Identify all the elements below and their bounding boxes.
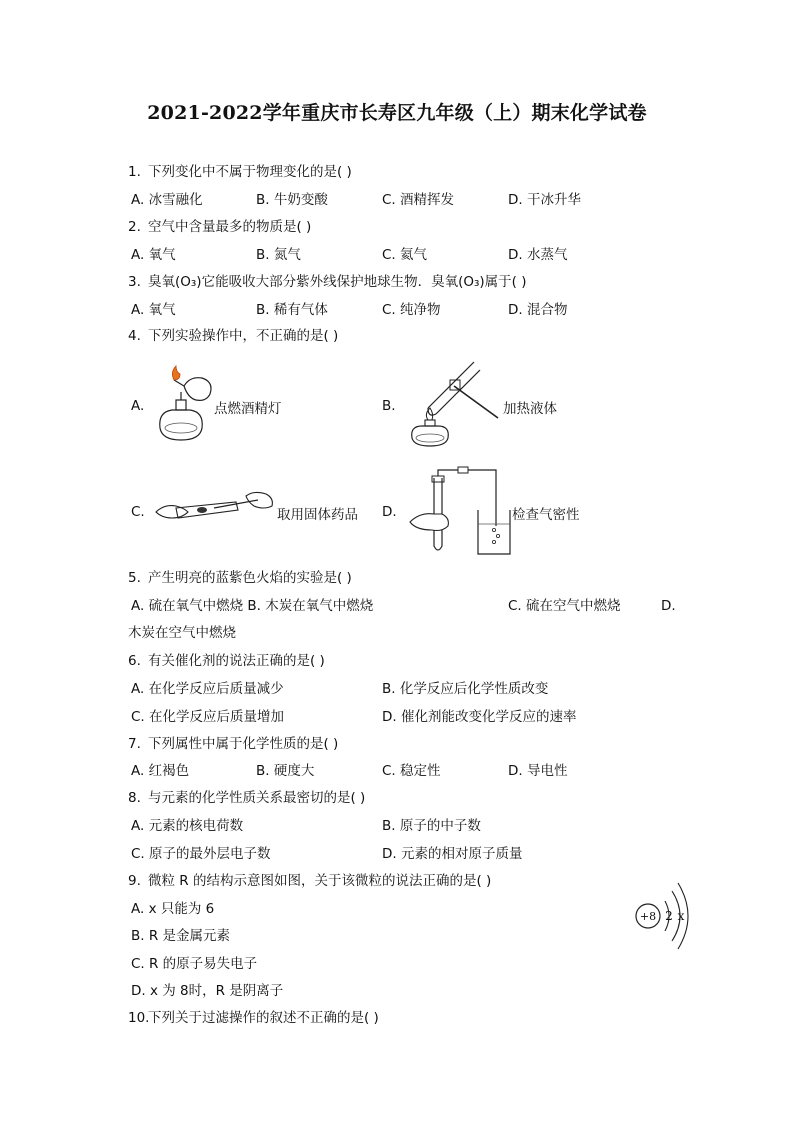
option-c[interactable]: C. 氦气 xyxy=(382,247,428,263)
question-number: 7. xyxy=(128,736,141,752)
option-d[interactable]: D. x 为 8时，R 是阴离子 xyxy=(131,983,284,999)
option-c[interactable]: C. 在化学反应后质量增加 xyxy=(131,709,285,725)
question-text: 空气中含量最多的物质是( ) xyxy=(148,219,312,235)
option-a[interactable]: A. 冰雪融化 xyxy=(131,192,203,208)
question-text: 微粒 R 的结构示意图如图，关于该微粒的说法正确的是( ) xyxy=(148,873,492,889)
question-text: 有关催化剂的说法正确的是( ) xyxy=(148,653,325,669)
option-d-letter[interactable]: D. xyxy=(382,504,397,520)
nucleus-charge: +8 xyxy=(639,910,657,923)
question-text: 下列关于过滤操作的叙述不正确的是( ) xyxy=(148,1010,379,1026)
option-a[interactable]: A. 红褐色 xyxy=(131,763,190,779)
question-number: 5. xyxy=(128,570,141,586)
question-number: 3. xyxy=(128,274,141,290)
question-text: 臭氧(O₃)它能吸收大部分紫外线保护地球生物．臭氧(O₃)属于( ) xyxy=(148,274,527,290)
option-d-text[interactable]: 木炭在空气中燃烧 xyxy=(128,625,236,641)
page-title: 2021-2022学年重庆市长寿区九年级（上）期末化学试卷 xyxy=(147,102,647,124)
question-number: 1. xyxy=(128,164,141,180)
question-5 xyxy=(128,569,352,587)
shell-2-electrons: x xyxy=(677,909,685,923)
option-a[interactable]: A. 元素的核电荷数 xyxy=(131,818,244,834)
question-1 xyxy=(128,163,352,181)
question-10 xyxy=(128,1009,379,1027)
alcohol-lamp-lighting-icon xyxy=(150,366,220,446)
option-d-caption: 检查气密性 xyxy=(512,507,580,523)
option-a[interactable]: A. 在化学反应后质量减少 xyxy=(131,681,284,697)
option-a-letter[interactable]: A. xyxy=(131,398,145,414)
option-d[interactable]: D. 催化剂能改变化学反应的速率 xyxy=(382,709,577,725)
taking-solid-reagent-icon xyxy=(154,486,276,526)
question-number: 6. xyxy=(128,653,141,669)
option-d-letter[interactable]: D. xyxy=(661,598,676,614)
option-c-caption: 取用固体药品 xyxy=(277,507,358,523)
option-c-letter[interactable]: C. xyxy=(131,504,145,520)
option-c[interactable]: C. 酒精挥发 xyxy=(382,192,455,208)
option-a-b[interactable]: A. 硫在氧气中燃烧 B. 木炭在氧气中燃烧 xyxy=(131,598,374,614)
question-4 xyxy=(128,327,338,345)
atomic-structure-diagram xyxy=(632,880,692,950)
option-b[interactable]: B. 牛奶变酸 xyxy=(256,192,328,208)
option-d[interactable]: D. 水蒸气 xyxy=(508,247,568,263)
option-b-caption: 加热液体 xyxy=(503,401,557,417)
question-text: 下列属性中属于化学性质的是( ) xyxy=(148,736,339,752)
option-d[interactable]: D. 混合物 xyxy=(508,302,568,318)
option-a[interactable]: A. 氧气 xyxy=(131,302,176,318)
airtightness-check-icon xyxy=(402,466,514,558)
option-c[interactable]: C. 原子的最外层电子数 xyxy=(131,846,271,862)
question-text: 下列变化中不属于物理变化的是( ) xyxy=(148,164,352,180)
option-d[interactable]: D. 干冰升华 xyxy=(508,192,581,208)
question-number: 8. xyxy=(128,790,141,806)
question-number: 9. xyxy=(128,873,141,889)
question-6 xyxy=(128,652,325,670)
option-c[interactable]: C. R 的原子易失电子 xyxy=(131,956,258,972)
option-b[interactable]: B. 硬度大 xyxy=(256,763,315,779)
question-number: 10. xyxy=(128,1010,150,1026)
question-7 xyxy=(128,735,338,753)
question-9 xyxy=(128,872,491,890)
question-text: 产生明亮的蓝紫色火焰的实验是( ) xyxy=(148,570,352,586)
option-d[interactable]: D. 元素的相对原子质量 xyxy=(382,846,523,862)
question-text: 与元素的化学性质关系最密切的是( ) xyxy=(148,790,366,806)
option-c[interactable]: C. 稳定性 xyxy=(382,763,441,779)
option-b[interactable]: B. 稀有气体 xyxy=(256,302,328,318)
option-c[interactable]: C. 硫在空气中燃烧 xyxy=(508,598,621,614)
question-3 xyxy=(128,273,526,291)
heating-liquid-icon xyxy=(398,356,502,448)
option-b-letter[interactable]: B. xyxy=(382,398,396,414)
question-2 xyxy=(128,218,311,236)
question-number: 4. xyxy=(128,328,141,344)
question-8 xyxy=(128,789,365,807)
option-c[interactable]: C. 纯净物 xyxy=(382,302,441,318)
option-a[interactable]: A. x 只能为 6 xyxy=(131,901,215,917)
question-number: 2. xyxy=(128,219,141,235)
option-b[interactable]: B. 氮气 xyxy=(256,247,301,263)
option-d[interactable]: D. 导电性 xyxy=(508,763,568,779)
option-a-caption: 点燃酒精灯 xyxy=(214,401,282,417)
question-text: 下列实验操作中，不正确的是( ) xyxy=(148,328,339,344)
shell-1-electrons: 2 xyxy=(665,909,673,923)
option-a[interactable]: A. 氧气 xyxy=(131,247,176,263)
option-b[interactable]: B. R 是金属元素 xyxy=(131,928,231,944)
option-b[interactable]: B. 化学反应后化学性质改变 xyxy=(382,681,549,697)
option-b[interactable]: B. 原子的中子数 xyxy=(382,818,481,834)
